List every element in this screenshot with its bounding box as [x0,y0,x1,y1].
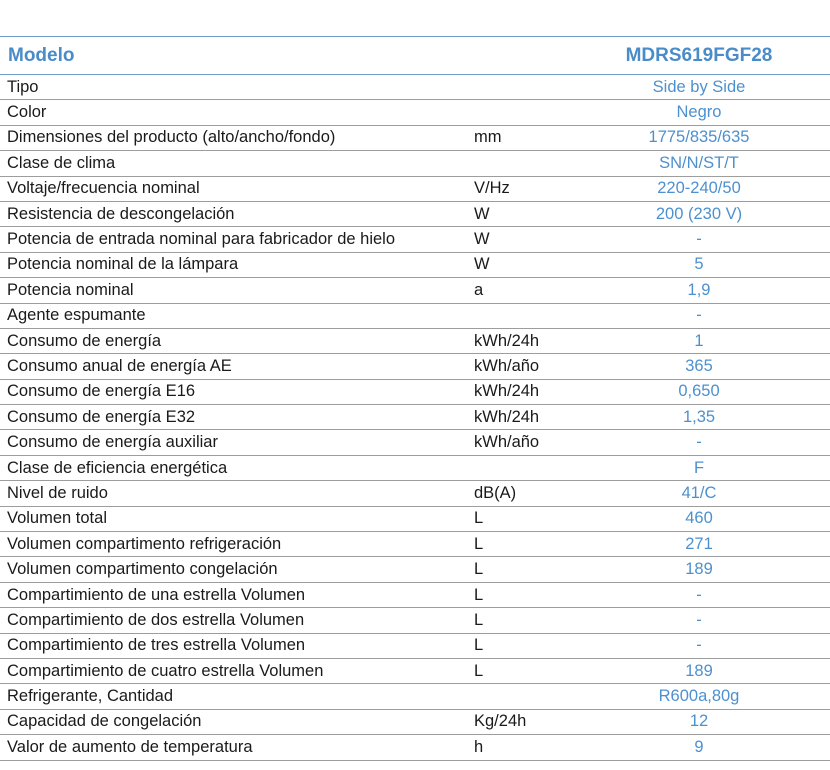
table-row [0,303,830,328]
row-value: - [568,582,830,607]
row-unit: W [470,227,568,252]
row-unit: kWh/año [470,430,568,455]
row-value: 9 [568,735,830,760]
row-unit: kWh/año [470,354,568,379]
table-row [0,658,830,683]
table-row [0,354,830,379]
row-value: 189 [568,557,830,582]
header-model: MDRS619FGF28 [568,37,830,75]
table-row [0,405,830,430]
row-label: Agente espumante [0,303,470,328]
header-row [0,37,830,75]
table-row [0,633,830,658]
row-value: 1775/835/635 [568,125,830,150]
row-label: Potencia nominal de la lámpara [0,252,470,277]
table-row [0,430,830,455]
row-unit: L [470,506,568,531]
table-row [0,506,830,531]
row-unit [470,100,568,125]
row-label: Refrigerante, Cantidad [0,684,470,709]
row-value: F [568,455,830,480]
table-row [0,735,830,760]
table-row [0,328,830,353]
row-unit: V/Hz [470,176,568,201]
row-label: Consumo anual de energía AE [0,354,470,379]
row-unit [470,455,568,480]
table-row [0,176,830,201]
row-unit [470,151,568,176]
table-row [0,455,830,480]
table-row [0,557,830,582]
table-row [0,684,830,709]
table-row [0,608,830,633]
row-label: Resistencia de descongelación [0,201,470,226]
table-row [0,379,830,404]
row-value: 41/C [568,481,830,506]
row-value: - [568,633,830,658]
spec-table [0,36,830,761]
row-label: Compartimiento de tres estrella Volumen [0,633,470,658]
row-value: 1 [568,328,830,353]
table-row [0,201,830,226]
row-value: Side by Side [568,75,830,100]
row-unit: W [470,201,568,226]
header-label: Modelo [0,37,470,75]
spec-table-body [0,37,830,761]
row-value: 365 [568,354,830,379]
row-unit [470,303,568,328]
row-label: Compartimiento de dos estrella Volumen [0,608,470,633]
row-value: - [568,430,830,455]
row-value: 189 [568,658,830,683]
table-row [0,75,830,100]
row-unit: L [470,557,568,582]
table-row [0,125,830,150]
row-label: Dimensiones del producto (alto/ancho/fondo) [0,125,470,150]
row-unit: W [470,252,568,277]
row-unit: mm [470,125,568,150]
row-unit: kWh/24h [470,328,568,353]
row-value: Negro [568,100,830,125]
table-row [0,532,830,557]
row-label: Potencia de entrada nominal para fabricador de hielo [0,227,470,252]
table-row [0,278,830,303]
header-unit-cell [470,37,568,75]
row-value: - [568,303,830,328]
row-label: Consumo de energía E16 [0,379,470,404]
row-value: 5 [568,252,830,277]
row-label: Consumo de energía auxiliar [0,430,470,455]
table-row [0,100,830,125]
row-value: R600a,80g [568,684,830,709]
row-value: 1,9 [568,278,830,303]
row-unit: a [470,278,568,303]
row-value: 220-240/50 [568,176,830,201]
row-value: 1,35 [568,405,830,430]
row-unit: L [470,532,568,557]
row-value: 200 (230 V) [568,201,830,226]
row-unit [470,684,568,709]
row-label: Clase de clima [0,151,470,176]
row-label: Consumo de energía [0,328,470,353]
row-unit: dB(A) [470,481,568,506]
row-unit: kWh/24h [470,405,568,430]
row-value: 0,650 [568,379,830,404]
row-label: Clase de eficiencia energética [0,455,470,480]
row-label: Consumo de energía E32 [0,405,470,430]
row-label: Volumen compartimento congelación [0,557,470,582]
table-row [0,252,830,277]
row-label: Compartimiento de una estrella Volumen [0,582,470,607]
table-row [0,481,830,506]
row-label: Capacidad de congelación [0,709,470,734]
row-unit: L [470,633,568,658]
row-label: Nivel de ruido [0,481,470,506]
table-row [0,582,830,607]
table-row [0,709,830,734]
row-unit [470,75,568,100]
row-value: - [568,227,830,252]
row-label: Valor de aumento de temperatura [0,735,470,760]
table-row [0,151,830,176]
row-label: Compartimiento de cuatro estrella Volumen [0,658,470,683]
row-unit: L [470,582,568,607]
row-unit: h [470,735,568,760]
row-value: - [568,608,830,633]
row-label: Tipo [0,75,470,100]
row-value: 460 [568,506,830,531]
row-value: SN/N/ST/T [568,151,830,176]
row-label: Potencia nominal [0,278,470,303]
row-label: Volumen compartimento refrigeración [0,532,470,557]
row-unit: L [470,658,568,683]
row-label: Volumen total [0,506,470,531]
row-unit: kWh/24h [470,379,568,404]
row-unit: L [470,608,568,633]
table-row [0,227,830,252]
row-unit: Kg/24h [470,709,568,734]
row-label: Voltaje/frecuencia nominal [0,176,470,201]
row-value: 12 [568,709,830,734]
row-value: 271 [568,532,830,557]
row-label: Color [0,100,470,125]
